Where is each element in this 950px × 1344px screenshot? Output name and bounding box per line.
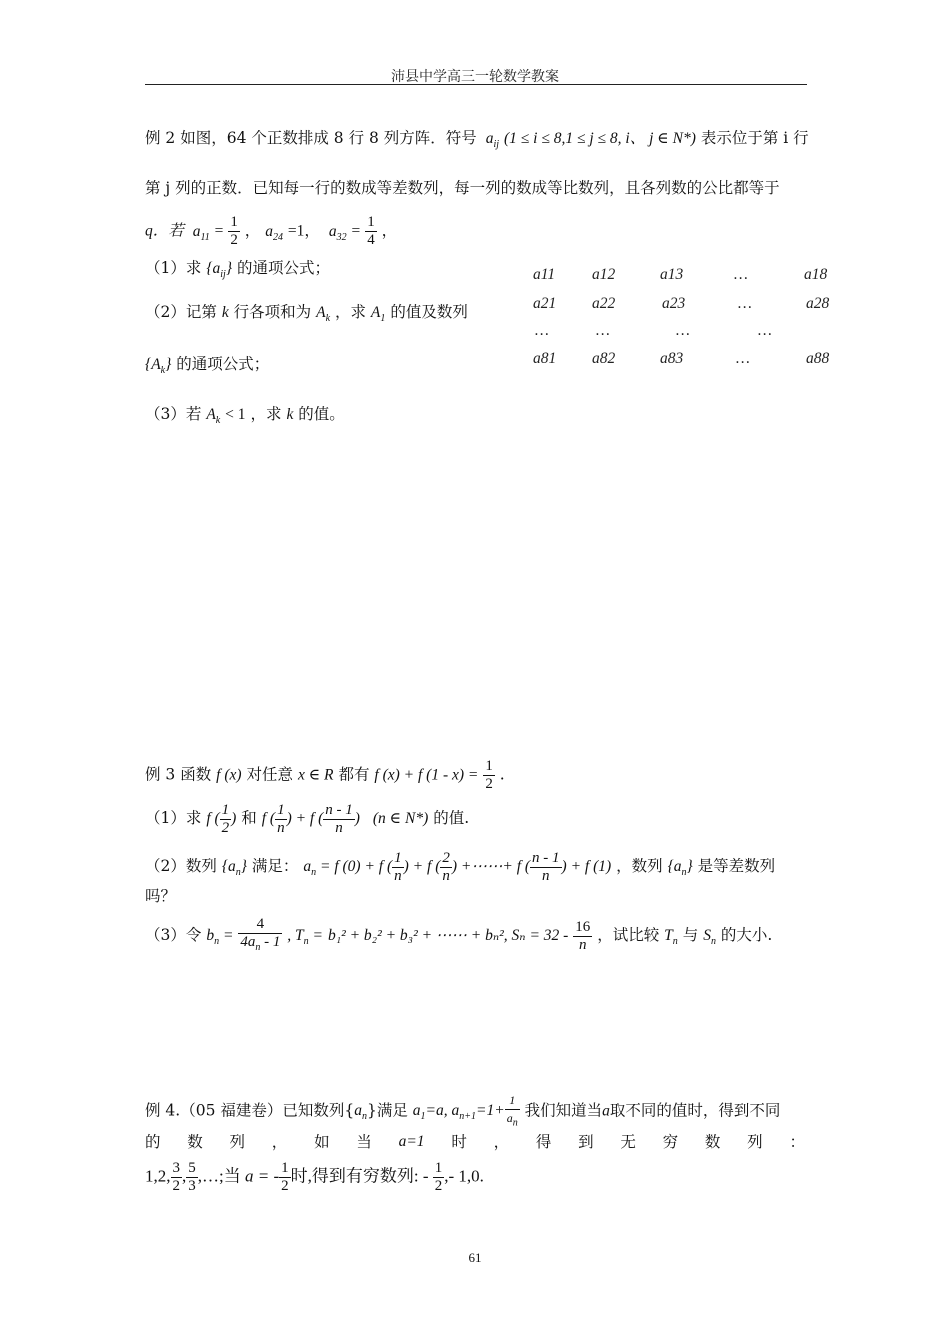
ex3-q1-and: 和 bbox=[241, 809, 257, 828]
ex2-q3-label: （3）若 bbox=[145, 405, 202, 423]
ex2-q2-Ak: $A_k$ bbox=[316, 304, 331, 325]
ex4-line2-word: 时 bbox=[451, 1133, 467, 1151]
ex3-an-def: $a_n = f$ (0) + f ( $\frac{1}{n}$ ) + f ( $\frac{2}{n}$ ) +⋯⋯+ f ( $\frac{n - 1}{n}$ ) + f (1) bbox=[303, 850, 612, 884]
ex3-q3-label: （3）令 bbox=[145, 926, 202, 944]
matrix-cell: a82 bbox=[592, 350, 616, 367]
ex4-line3-end: ,- 1,0. bbox=[444, 1166, 484, 1186]
ex2-q2-cont bbox=[145, 354, 269, 381]
ex2-q3-Ak: $A_k$ bbox=[206, 406, 221, 427]
ex3-x-in-R: x ∈ R bbox=[297, 766, 334, 784]
ex4-recurrence: $a_1=a$, $a_{n+1}=1+$ $\frac{1}{a_n}$ bbox=[412, 1093, 518, 1129]
ex2-quarter-num: 1 bbox=[367, 214, 375, 230]
ex2-aij-symbol: $a_{ij}$ bbox=[485, 130, 500, 151]
ex4-line2-word: 无 bbox=[620, 1133, 636, 1151]
ex3-q2-cont: 吗？ bbox=[145, 887, 177, 905]
ex2-q2-text1: 行各项和为 bbox=[233, 303, 312, 321]
ex3-bn-den: $4a_n - 1$ bbox=[240, 934, 281, 953]
ex4-line1-text2: }满足 bbox=[366, 1101, 408, 1120]
matrix-cell: … bbox=[734, 266, 748, 283]
ex2-q2-text2: ，求 bbox=[334, 303, 366, 321]
matrix-cell: … bbox=[738, 295, 752, 312]
ex2-q1-set: $\{a_{ij}\}$ bbox=[206, 260, 233, 281]
ex4-an: $a_n$ bbox=[354, 1102, 367, 1123]
ex2-line2: 第 j 列的正数．已知每一行的数成等差数列，每一列的数成等比数列，且各列数的公比都等于 bbox=[145, 179, 780, 197]
ex2-a11-eq: = bbox=[214, 222, 224, 240]
ex4-line2-word: 穷 bbox=[662, 1133, 679, 1151]
ex2-q2-set-Ak: $\{A_k\}$ bbox=[145, 356, 172, 377]
ex4-line1-text3: 我们知道当 bbox=[524, 1101, 603, 1120]
ex4-line2-word: 列 bbox=[747, 1133, 763, 1151]
ex3-Tn-ref: $T_n$ bbox=[664, 927, 678, 948]
ex3-line1-text2: 对任意 bbox=[246, 765, 293, 784]
ex3-fraction-half bbox=[483, 758, 495, 793]
ex2-q3-end: 的值。 bbox=[298, 405, 345, 423]
page-number: 61 bbox=[468, 1250, 482, 1265]
ex3-q1-label: （1）求 bbox=[145, 809, 202, 828]
ex3-q1 bbox=[145, 802, 469, 837]
ex2-q1 bbox=[145, 258, 330, 285]
ex2-fraction-quarter bbox=[365, 214, 377, 249]
ex3-line1-text1: 例 3 函数 bbox=[145, 765, 212, 784]
ex2-line1-tail: 表示位于第 i 行 bbox=[700, 129, 809, 147]
matrix-cell: … bbox=[758, 322, 772, 339]
ex3-Sn-den: n bbox=[579, 936, 587, 953]
ex4-line2-word: ， bbox=[493, 1133, 510, 1151]
ex2-line1-text: 例 2 如图，64 个正数排成 8 行 8 列方阵．符号 bbox=[145, 129, 477, 147]
ex3-Sn-fraction bbox=[573, 919, 592, 954]
ex4-line2-word: ： bbox=[789, 1133, 805, 1151]
ex4-line2-word: 得 bbox=[535, 1133, 552, 1151]
ex4-line1 bbox=[145, 1092, 780, 1131]
ex2-line3-end: ， bbox=[381, 221, 398, 240]
ex3-f-sum: f ( $\frac{1}{n}$ ) + f ( $\frac{n - 1}{n}$ ) bbox=[261, 802, 360, 836]
ex4-line2 bbox=[145, 1132, 805, 1152]
ex4-line2-word: 数 bbox=[704, 1133, 721, 1151]
ex4-line3-when: ,…;当 bbox=[197, 1166, 241, 1186]
matrix-cell: a28 bbox=[806, 295, 830, 312]
matrix-cell: a12 bbox=[592, 266, 616, 283]
matrix-cell: a83 bbox=[660, 350, 684, 367]
ex2-sep1: ， bbox=[244, 221, 261, 240]
ex2-half-den: 2 bbox=[230, 232, 238, 248]
ex3-bn-fraction bbox=[238, 916, 282, 956]
ex3-Tn-def: b₁² + b₂² + b₃² + ⋯⋯ + bₙ², Sₙ = 32 - bbox=[327, 927, 569, 944]
ex2-line1-math: (1 ≤ i ≤ 8,1 ≤ j ≤ 8, i、 j ∈ N*) bbox=[504, 130, 696, 147]
matrix-cell: a21 bbox=[533, 295, 557, 312]
ex3-an-set2: $\{a_n\}$ bbox=[667, 858, 693, 879]
ex2-quarter-den: 4 bbox=[367, 232, 375, 248]
ex2-q3 bbox=[145, 404, 345, 431]
ex2-a32-eq: = bbox=[351, 222, 361, 240]
ex3-fx: f (x) bbox=[216, 766, 242, 784]
ex4-line1-text1: 例 4.（05 福建卷）已知数列{ bbox=[145, 1101, 355, 1120]
ex2-fraction-half bbox=[228, 214, 240, 249]
ex3-an-set: $\{a_n\}$ bbox=[221, 858, 247, 879]
ex4-frac-3-2: $\frac{3}{2}$ bbox=[172, 1160, 180, 1194]
ex3-bn-den-a: 4a bbox=[240, 934, 256, 950]
ex2-a24: $a_{24}$ bbox=[265, 222, 283, 243]
matrix-cell: a81 bbox=[533, 350, 557, 367]
ex3-n-in-N: (n ∈ N*) bbox=[372, 810, 429, 828]
ex3-q3-text3: 的大小. bbox=[720, 926, 773, 944]
ex3-q2-text2: ，数列 bbox=[616, 857, 663, 876]
ex2-a11: $a_{11}$ bbox=[192, 222, 210, 243]
ex3-q2-text3: 是等差数列 bbox=[697, 857, 776, 876]
page-header-title: 沛县中学高三一轮数学教案 bbox=[391, 69, 559, 85]
ex4-frac-1-2: $\frac{1}{2}$ bbox=[281, 1160, 289, 1194]
matrix-cell: a11 bbox=[533, 266, 556, 283]
ex2-q3-text: ，求 bbox=[250, 405, 282, 423]
ex3-half-num: 1 bbox=[485, 758, 493, 774]
ex2-q2-A1: $A_1$ bbox=[370, 304, 386, 325]
ex4-a-value: a = - bbox=[244, 1166, 280, 1186]
ex3-func-eq: f (x) + f (1 - x) = bbox=[374, 766, 479, 784]
ex2-a32: $a_{32}$ bbox=[328, 222, 347, 243]
ex4-line2-word: 到 bbox=[578, 1133, 594, 1151]
ex4-line2-word: ， bbox=[271, 1133, 288, 1151]
header-rule bbox=[145, 84, 807, 85]
ex2-q2 bbox=[145, 302, 468, 329]
matrix-cell: a23 bbox=[662, 295, 686, 312]
matrix-cell: a22 bbox=[592, 295, 616, 312]
ex2-line3-q: q．若 bbox=[145, 222, 184, 240]
ex3-line1 bbox=[145, 758, 505, 793]
matrix-cell: a18 bbox=[804, 266, 828, 283]
ex2-a24-eq: =1， bbox=[287, 222, 320, 240]
ex3-Sn-ref: $S_n$ bbox=[703, 927, 716, 948]
ex3-half-den: 2 bbox=[485, 776, 493, 792]
ex4-line1-text4: 取不同的值时，得到不同 bbox=[609, 1101, 781, 1120]
ex3-line1-text3: 都有 bbox=[338, 765, 370, 784]
ex2-q2-text4: 的通项公式； bbox=[176, 355, 270, 373]
ex4-line2-word: a=1 bbox=[398, 1133, 425, 1150]
matrix-cell: a88 bbox=[806, 350, 830, 367]
ex2-q3-k: k bbox=[286, 406, 294, 423]
ex4-line2-word: 数 bbox=[187, 1133, 203, 1151]
ex2-q1-label: （1）求 bbox=[145, 259, 202, 277]
ex2-q2-k: k bbox=[221, 304, 229, 321]
matrix-cell: … bbox=[736, 350, 750, 367]
ex3-bn: $b_n$ = bbox=[206, 927, 234, 948]
ex2-line1 bbox=[145, 128, 809, 155]
ex4-frac-5-3: $\frac{5}{3}$ bbox=[188, 1160, 196, 1194]
ex4-line2-word: 的 bbox=[145, 1133, 161, 1151]
ex2-q2-label: （2）记第 bbox=[145, 303, 217, 321]
ex3-line1-dot: . bbox=[499, 765, 505, 784]
ex3-q3-text1: ，试比较 bbox=[597, 926, 660, 944]
ex4-line2-word: 当 bbox=[356, 1133, 372, 1151]
matrix-cell: … bbox=[596, 322, 610, 339]
matrix-cell: … bbox=[676, 322, 690, 339]
ex2-line3 bbox=[145, 214, 397, 249]
ex3-q2-text1: 满足： bbox=[251, 857, 299, 876]
ex3-bn-num: 4 bbox=[238, 916, 282, 934]
ex3-f-half: f ( $\frac{1}{2}$ ) bbox=[206, 802, 237, 836]
ex2-q1-text: 的通项公式； bbox=[236, 259, 330, 277]
ex2-half-num: 1 bbox=[230, 214, 238, 230]
ex4-a: a bbox=[602, 1102, 610, 1120]
matrix-cell: … bbox=[535, 322, 549, 339]
ex3-Tn: , $T_n$ = bbox=[287, 927, 323, 948]
ex4-line2-word: 列 bbox=[229, 1133, 246, 1151]
ex4-line3-seq: 1,2, bbox=[145, 1166, 171, 1186]
ex4-frac-1-2b: $\frac{1}{2}$ bbox=[434, 1160, 443, 1194]
ex2-q3-lt: < 1 bbox=[225, 406, 246, 423]
ex2-q2-text3: 的值及数列 bbox=[390, 303, 468, 321]
ex3-q2-label: （2）数列 bbox=[145, 857, 217, 876]
ex4-line3-result: 时,得到有穷数列: - bbox=[290, 1166, 429, 1186]
ex3-q3 bbox=[145, 916, 772, 956]
ex3-q1-end: 的值. bbox=[433, 809, 470, 828]
matrix-cell: a13 bbox=[660, 266, 684, 283]
ex3-q2 bbox=[145, 850, 775, 885]
ex4-line2-word: 如 bbox=[314, 1133, 330, 1151]
ex3-Sn-num: 16 bbox=[575, 918, 591, 935]
ex4-line3: 1,2, $\frac{3}{2}$ , $\frac{5}{3}$ ,…;当 a = - $\frac{1}{2}$ 时,得到有穷数列: - $\frac{1}{2}$ ,- 1,0. bbox=[145, 1160, 484, 1194]
ex3-q3-text2: 与 bbox=[682, 926, 699, 944]
